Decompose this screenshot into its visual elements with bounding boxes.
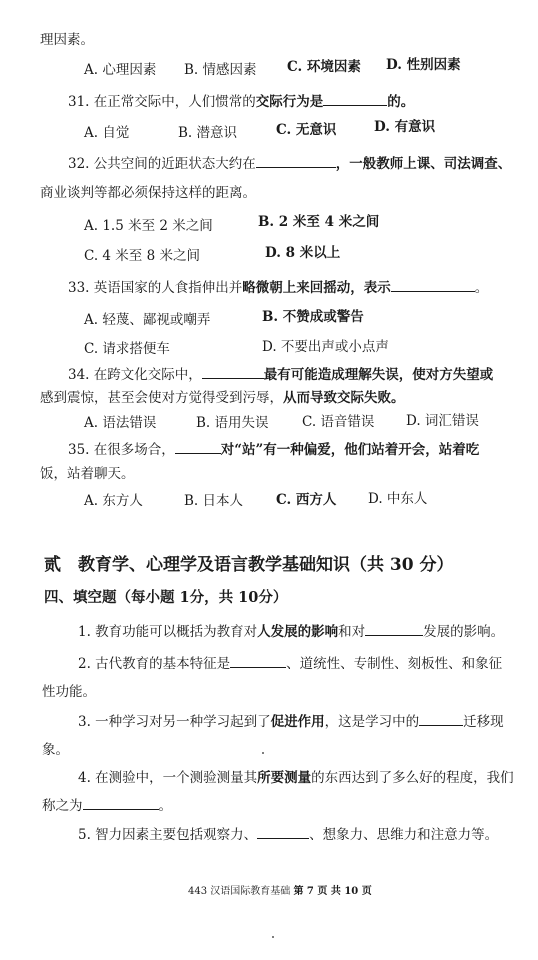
q33-blank bbox=[391, 279, 475, 292]
q34-stem-line2: 感到震惊，甚至会使对方觉得受到污辱，从而导致交际失败。 bbox=[40, 390, 405, 406]
q33-option-c: C. 请求搭便车 bbox=[84, 341, 170, 357]
q32-stem: 32. 公共空间的近距状态大约在 ，一般教师上课、司法调查、 bbox=[68, 156, 512, 172]
q34-option-d: D. 词汇错误 bbox=[406, 413, 479, 429]
fill-2-line2: 性功能。 bbox=[42, 684, 96, 700]
q35-option-a: A. 东方人 bbox=[84, 493, 143, 509]
q31-stem: 31. 在正常交际中，人们惯常的交际行为是 的。 bbox=[68, 94, 415, 110]
q32-option-a: A. 1.5 米至 2 米之间 bbox=[84, 218, 213, 234]
q30-option-b: B. 情感因素 bbox=[184, 62, 257, 78]
page-footer: 443 汉语国际教育基础 第 7 页 共 10 页 bbox=[188, 886, 372, 897]
q30-tail: 理因素。 bbox=[40, 32, 94, 48]
fill-1-blank bbox=[365, 623, 423, 636]
q31-option-d: D. 有意识 bbox=[374, 119, 436, 135]
q32-option-c: C. 4 米至 8 米之间 bbox=[84, 248, 200, 264]
q34-option-b: B. 语用失误 bbox=[196, 415, 269, 431]
q32-option-d: D. 8 米以上 bbox=[265, 245, 341, 261]
q31-blank bbox=[323, 93, 387, 106]
q32-stem-line2: 商业谈判等都必须保持这样的距离。 bbox=[40, 185, 256, 201]
q30-option-a: A. 心理因素 bbox=[84, 62, 157, 78]
q35-stem-line2: 饭，站着聊天。 bbox=[40, 466, 135, 482]
fill-5: 5. 智力因素主要包括观察力、 、想象力、思维力和注意力等。 bbox=[78, 827, 499, 843]
fill-4: 4. 在测验中，一个测验测量其所要测量的东西达到了多么好的程度，我们 bbox=[78, 770, 514, 786]
fill-3: 3. 一种学习对另一种学习起到了促进作用，这是学习中的 迁移现 bbox=[78, 714, 504, 730]
q34-blank bbox=[202, 366, 264, 379]
q31-option-c: C. 无意识 bbox=[276, 122, 337, 138]
q30-option-d: D. 性别因素 bbox=[386, 57, 461, 73]
fill-3-blank bbox=[419, 713, 463, 726]
q33-option-b: B. 不赞成或警告 bbox=[262, 309, 364, 325]
q35-option-d: D. 中东人 bbox=[368, 491, 428, 507]
q35-option-b: B. 日本人 bbox=[184, 493, 244, 509]
speck-mark bbox=[262, 752, 264, 754]
q34-stem: 34. 在跨文化交际中， 最有可能造成理解失误，使对方失望或 bbox=[68, 367, 494, 383]
q34-option-c: C. 语音错误 bbox=[302, 414, 375, 430]
q33-stem: 33. 英语国家的人食指伸出并略微朝上来回摇动，表示 。 bbox=[68, 280, 489, 296]
q33-option-a: A. 轻蔑、鄙视或嘲弄 bbox=[84, 312, 211, 328]
fill-4-blank bbox=[83, 797, 159, 810]
section-subtitle: 四、填空题（每小题 1分，共 10分） bbox=[44, 589, 288, 606]
fill-4-line2: 称之为 。 bbox=[42, 798, 172, 814]
q32-option-b: B. 2 米至 4 米之间 bbox=[258, 214, 380, 230]
q35-option-c: C. 西方人 bbox=[276, 492, 337, 508]
fill-2: 2. 古代教育的基本特征是 、道统性、专制性、刻板性、和象征 bbox=[78, 656, 503, 672]
fill-1: 1. 教育功能可以概括为教育对人发展的影响和对 发展的影响。 bbox=[78, 624, 505, 640]
speck-mark bbox=[272, 936, 274, 938]
fill-5-blank bbox=[257, 826, 309, 839]
fill-3-line2: 象。 bbox=[42, 742, 69, 758]
q33-option-d: D. 不要出声或小点声 bbox=[262, 339, 389, 355]
q34-option-a: A. 语法错误 bbox=[84, 415, 157, 431]
q32-blank bbox=[256, 155, 336, 168]
fill-2-blank bbox=[230, 655, 286, 668]
q31-option-a: A. 自觉 bbox=[84, 125, 130, 141]
q31-option-b: B. 潜意识 bbox=[178, 125, 238, 141]
q35-blank bbox=[175, 441, 221, 454]
q30-option-c: C. 环境因素 bbox=[287, 59, 361, 75]
section-title: 贰 教育学、心理学及语言教学基础知识（共 30 分） bbox=[44, 555, 454, 575]
q35-stem: 35. 在很多场合， 对“站”有一种偏爱，他们站着开会，站着吃 bbox=[68, 442, 480, 458]
